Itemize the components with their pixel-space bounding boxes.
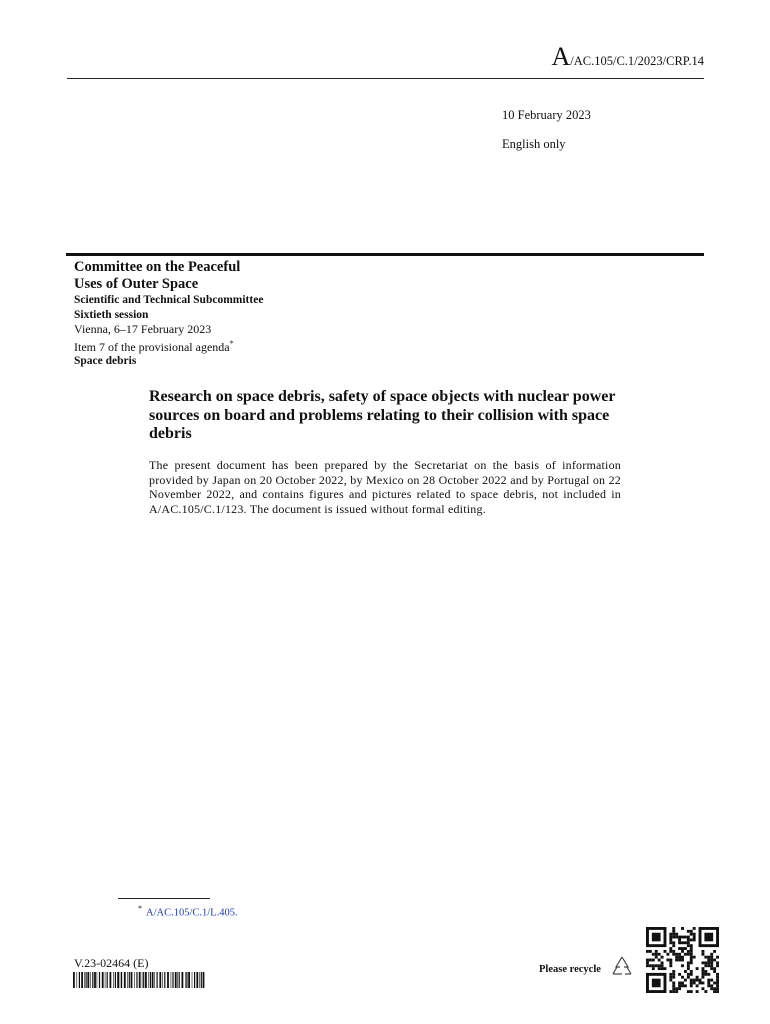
session-name: Sixtieth session bbox=[74, 308, 149, 321]
agenda-item-text: Item 7 of the provisional agenda bbox=[74, 339, 230, 354]
footnote-link[interactable]: A/AC.105/C.1/L.405. bbox=[146, 907, 238, 919]
recycle-text: Please recycle bbox=[539, 964, 601, 975]
document-symbol-initial: A bbox=[551, 42, 571, 71]
header-rule bbox=[66, 253, 704, 256]
document-abstract: The present document has been prepared by the Secretariat on the basis of information provided by Japan on 20 October 2022, by Mexico on 28 October 2022 and by Portugal on 22 November 2022, and contains figures and pictures related to space debris, not included in A/AC.105/C.1/123. The document is issued without formal editing. bbox=[149, 458, 621, 516]
footnote-mark: * bbox=[138, 904, 142, 913]
document-date: 10 February 2023 bbox=[502, 108, 591, 122]
committee-name-line2: Uses of Outer Space bbox=[74, 276, 199, 292]
document-title: Research on space debris, safety of space objects with nuclear power sources on board and problems relating to their collision with space debris bbox=[149, 388, 616, 442]
agenda-item-footnote-mark[interactable]: * bbox=[229, 338, 234, 348]
session-header bbox=[74, 259, 263, 369]
document-number: V.23-02464 (E) bbox=[74, 956, 149, 970]
subcommittee-name: Scientific and Technical Subcommittee bbox=[74, 294, 264, 306]
session-venue: Vienna, 6–17 February 2023 bbox=[74, 322, 212, 336]
footnote bbox=[138, 904, 238, 919]
document-language: English only bbox=[502, 137, 566, 151]
document-symbol bbox=[552, 44, 705, 70]
agenda-topic: Space debris bbox=[74, 355, 137, 367]
qr-code bbox=[646, 927, 719, 993]
agenda-item bbox=[74, 337, 263, 355]
footnote-rule bbox=[118, 898, 210, 899]
top-rule bbox=[67, 78, 704, 79]
recycle-icon bbox=[609, 954, 635, 978]
document-symbol-code: /AC.105/C.1/2023/CRP.14 bbox=[570, 54, 704, 68]
committee-name-line1: Committee on the Peaceful bbox=[74, 259, 241, 275]
barcode-image bbox=[73, 972, 205, 988]
